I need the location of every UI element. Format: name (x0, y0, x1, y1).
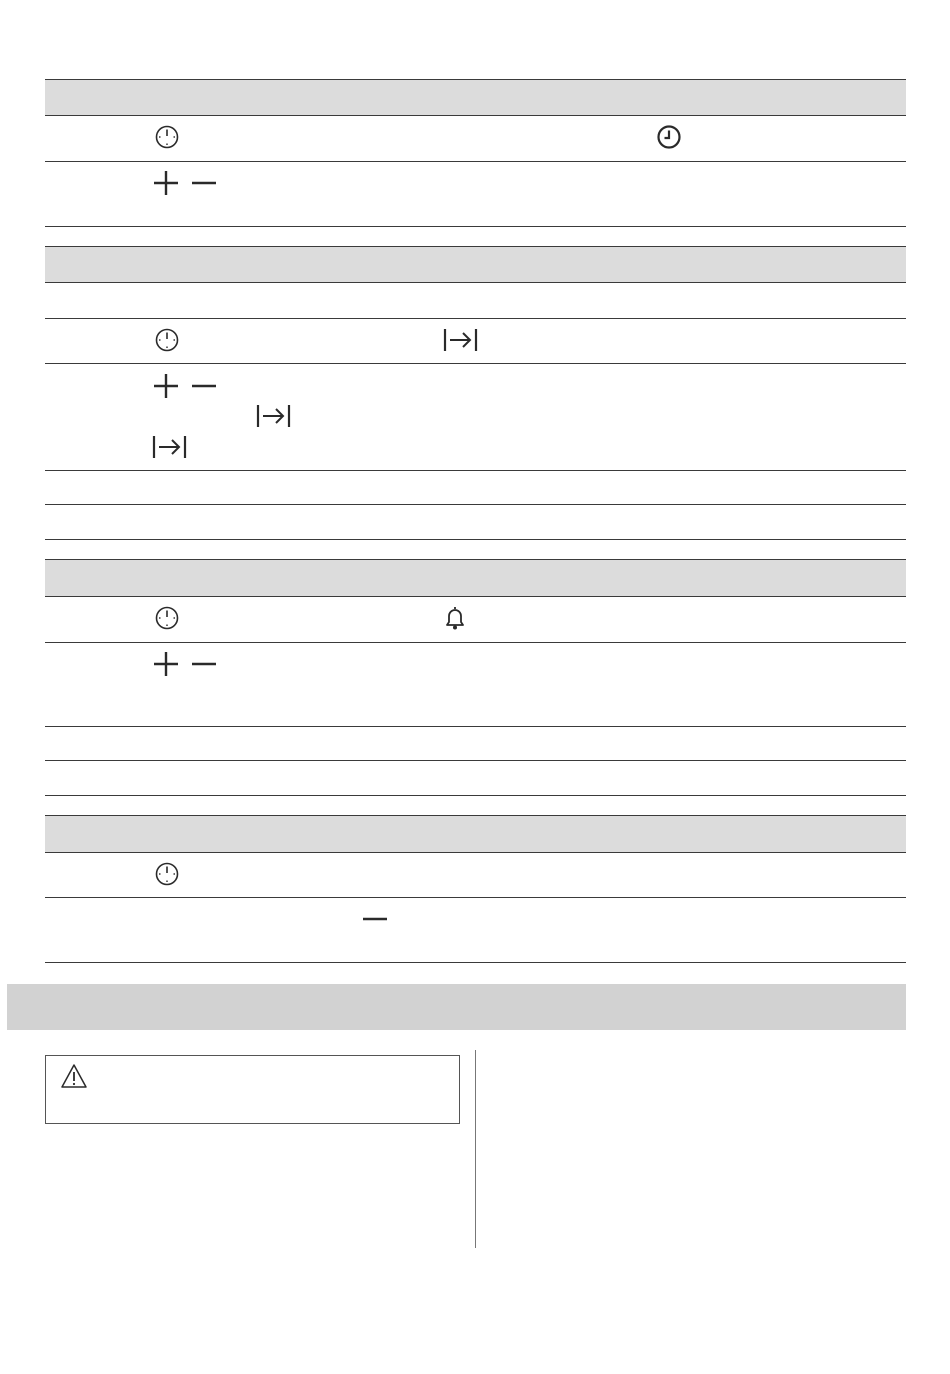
duration-icon (152, 435, 188, 459)
plus-icon (153, 651, 179, 677)
row-divider (45, 161, 906, 162)
chapter-band (7, 984, 906, 1030)
row-divider (45, 642, 906, 643)
minus-icon (362, 906, 388, 932)
row-divider (45, 795, 906, 796)
clock-icon (155, 125, 179, 149)
clock-display-icon (657, 125, 681, 149)
plus-icon (153, 170, 179, 196)
clock-icon (155, 328, 179, 352)
row-divider (45, 539, 906, 540)
row-divider (45, 897, 906, 898)
plus-icon (153, 373, 179, 399)
bell-icon (443, 605, 467, 631)
duration-icon (256, 404, 292, 428)
row-divider (45, 470, 906, 471)
clock-icon (155, 606, 179, 630)
column-divider (475, 1050, 476, 1248)
warning-box (45, 1055, 460, 1124)
warning-icon (60, 1063, 88, 1089)
row-divider (45, 318, 906, 319)
duration-icon (443, 328, 479, 352)
row-divider (45, 226, 906, 227)
row-divider (45, 726, 906, 727)
row-divider (45, 363, 906, 364)
section-3-header (45, 559, 906, 597)
section-2-header (45, 246, 906, 283)
minus-icon (191, 373, 217, 399)
row-divider (45, 962, 906, 963)
row-divider (45, 760, 906, 761)
row-divider (45, 504, 906, 505)
minus-icon (191, 170, 217, 196)
minus-icon (191, 651, 217, 677)
section-1-header (45, 79, 906, 116)
section-4-header (45, 815, 906, 853)
clock-icon (155, 862, 179, 886)
